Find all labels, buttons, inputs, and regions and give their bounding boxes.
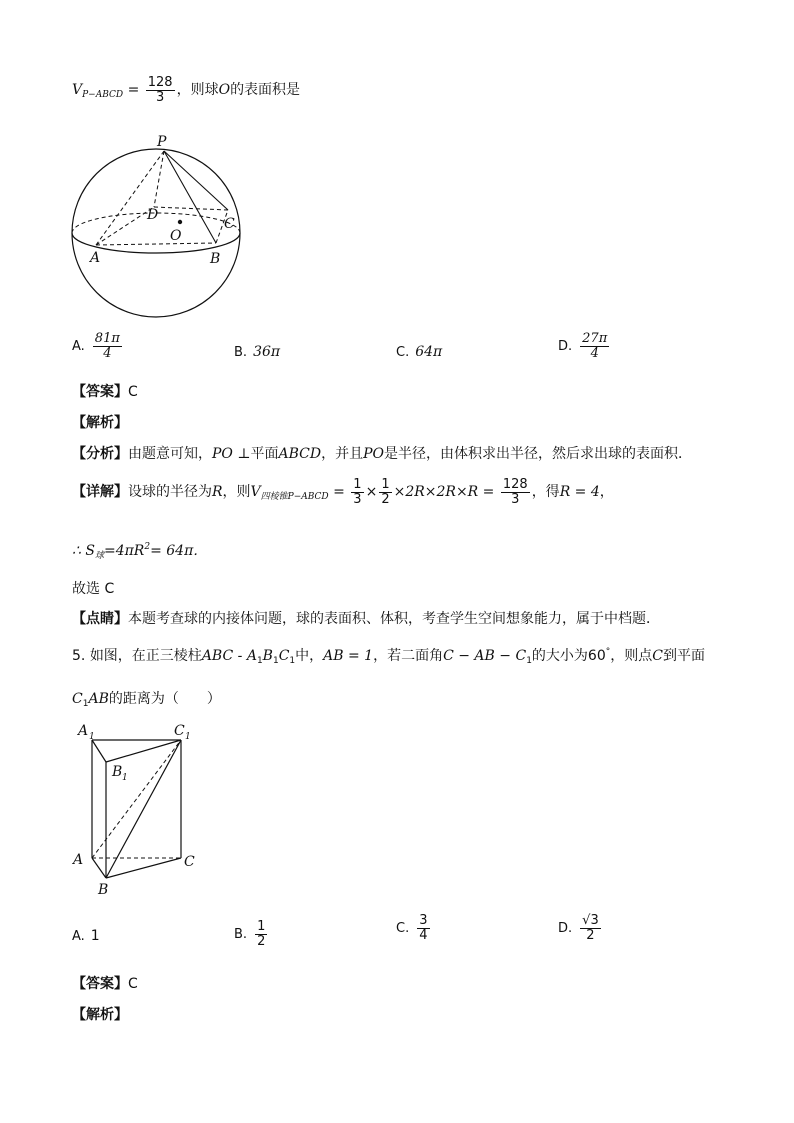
q5-option-a[interactable]: A. 1	[72, 928, 100, 944]
stem-end: 的表面积是	[230, 82, 301, 99]
q4-option-a-value: $\frac{81\pi}{4}$	[94, 331, 120, 361]
q5-stem-line1: 5. 如图，在正三棱柱ABC - $A_1B_1C_1$中，AB = 1，若二面角C − AB − $C_1$的大小为60°，则点C到平面	[72, 647, 705, 666]
q4-dianjing: 【点睛】本题考查球的内接体问题，球的表面积、体积，考查学生空间想象能力，属于中档题．	[72, 611, 660, 627]
sphere-pyramid-figure	[70, 132, 250, 324]
label-A1-sub: 1	[89, 732, 95, 742]
edge-B1-C1	[106, 740, 181, 762]
q4-xiangjie: 【详解】设球的半径为R，则$V_{四棱锥P-ABCD}$ = $\frac{1}{3}$ × $\frac{1}{2}$ ×2R×2R×R = $\frac{128}{3}$ ，得R = 4，	[72, 477, 614, 507]
equals-sign: =	[127, 82, 140, 99]
sphere-outline	[72, 149, 240, 317]
q5-analysis-heading: 【解析】	[72, 1007, 128, 1023]
q5-option-b[interactable]: B. $\frac{1}{2}$	[234, 919, 266, 949]
label-B1: B	[112, 764, 123, 780]
label-A1: A	[78, 723, 89, 739]
label-B: B	[210, 251, 221, 267]
q4-option-b-value: 36π	[253, 344, 281, 360]
edge-AB	[96, 243, 216, 245]
edge-B-C	[106, 858, 181, 878]
q4-stem-line	[72, 76, 300, 104]
q4-answer: 【答案】C	[72, 384, 138, 400]
prism-figure	[70, 718, 210, 900]
label-A: A	[73, 852, 84, 868]
q4-option-d[interactable]: D. $\frac{27\pi}{4}$	[558, 331, 608, 361]
edge-A-B	[92, 858, 106, 878]
q4-therefore-line: ∴ $S_球=4\pi R^2= 64\pi$．	[72, 542, 208, 561]
q4-option-c[interactable]: C. 64π	[396, 344, 443, 360]
volume-fraction: $\frac{128}{3}$	[147, 75, 173, 105]
label-C1-sub: 1	[185, 732, 191, 742]
center-dot	[178, 220, 182, 224]
q5-option-c-value: $\frac{3}{4}$	[419, 913, 428, 943]
label-B: B	[98, 882, 109, 898]
label-C: C	[184, 854, 195, 870]
edge-A-C1	[92, 740, 181, 858]
q4-analysis-heading: 【解析】	[72, 415, 128, 431]
stem-tail: ，则球	[176, 82, 219, 99]
q5-stem-line2: $C_1AB$的距离为（ ）	[72, 691, 221, 709]
sphere-center: O	[218, 82, 231, 99]
q4-option-d-value: $\frac{27\pi}{4}$	[582, 331, 608, 361]
edge-A1-B1	[92, 740, 106, 762]
q5-option-a-value: 1	[90, 928, 100, 944]
label-B1-sub: 1	[122, 773, 128, 783]
q4-option-c-value: 64π	[415, 344, 443, 360]
q5-option-d-value: $\frac{√3}{2}$	[582, 913, 599, 943]
edge-PD	[154, 151, 164, 207]
label-C: C	[224, 216, 235, 232]
label-O: O	[170, 228, 182, 244]
q4-option-b[interactable]: B. 36π	[234, 344, 281, 360]
label-C1: C	[174, 723, 185, 739]
q5-answer: 【答案】C	[72, 976, 138, 992]
q5-option-b-value: $\frac{1}{2}$	[257, 919, 266, 949]
edge-DC	[154, 207, 228, 210]
edge-B-C1	[106, 740, 181, 878]
label-D: D	[147, 207, 159, 223]
volume-symbol: V	[72, 82, 83, 99]
label-P: P	[157, 134, 167, 150]
edge-PC	[164, 151, 228, 210]
q4-option-a[interactable]: A. $\frac{81\pi}{4}$	[72, 331, 120, 361]
q5-option-d[interactable]: D. $\frac{√3}{2}$	[558, 913, 599, 943]
q5-option-c[interactable]: C. $\frac{3}{4}$	[396, 913, 428, 943]
volume-subscript: P−ABCD	[82, 90, 124, 101]
edge-AD	[96, 207, 154, 245]
q4-conclusion: 故选 C	[72, 581, 115, 597]
label-A: A	[90, 250, 101, 266]
q4-fenxi: 【分析】由题意可知，PO ⊥平面ABCD，并且PO是半径，由体积求出半径，然后求出球的表面积．	[72, 446, 693, 462]
